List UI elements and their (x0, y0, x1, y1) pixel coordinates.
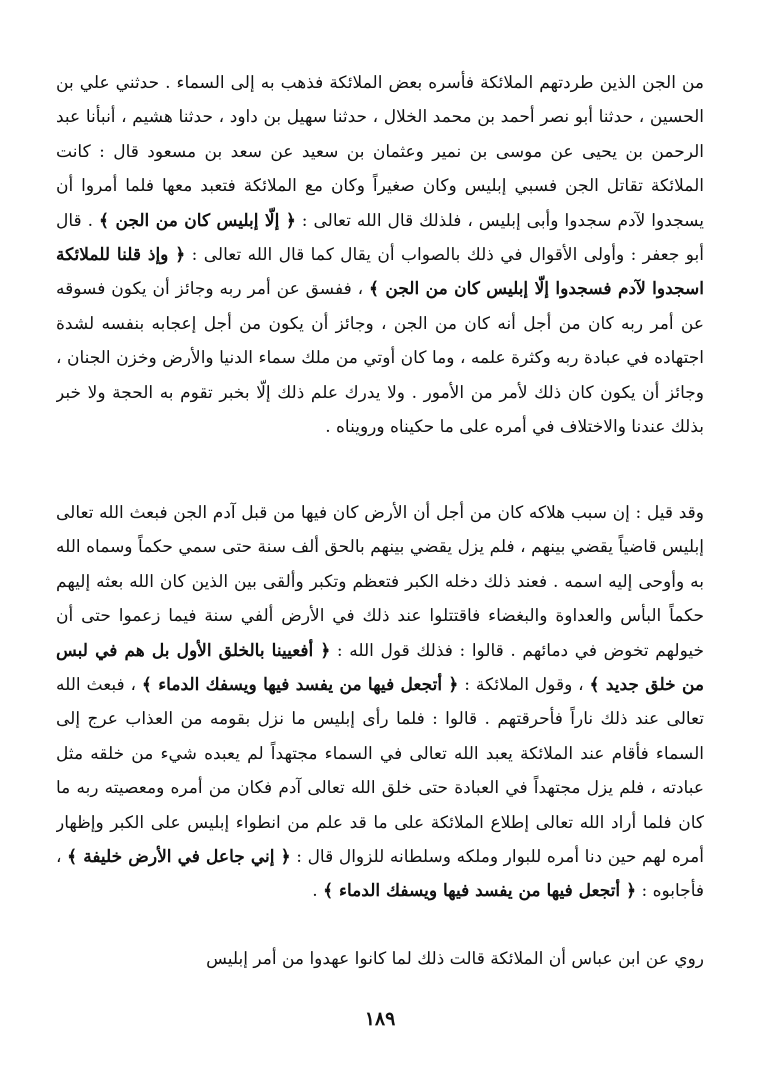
text-segment: ، فأجابوه : (56, 847, 704, 902)
text-segment: روي عن ابن عباس أن الملائكة قالت ذلك لما كانوا عهدوا من أمر إبليس (206, 949, 704, 969)
page-number: ١٨٩ (364, 1008, 396, 1030)
text-segment: وقد قيل : إن سبب هلاكه كان من أجل أن الأرض كان فيها من قبل آدم الجن فبعث الله تعالى إبليس قاضياً يقضي بينهم ، فلم يزل يقضي بينهم بالحق ألف سنة حتى سمي حكماً وسماه الله به وأوحى إليه اسمه . فعند ذلك دخله الكبر فتعظم وتكبر وألقى بين الذين كان الله بعثه إليهم حكماً البأس والعداوة والبغضاء فاقتتلوا عند ذلك في الأرض ألفي سنة فيما زعموا حتى أن خيولهم تخوض في دمائهم . قالوا : فذلك قول الله : (56, 503, 704, 661)
text-segment: ، وقول الملائكة : (458, 675, 590, 696)
quran-quote: ﴿ أتجعل فيها من يفسد فيها ويسفك الدماء ﴾ (141, 675, 459, 696)
paragraph-2 (56, 496, 704, 926)
quran-quote: ﴿ وإذ قلنا للملائكة اسجدوا لآدم فسجدوا إلّا إبليس كان من الجن ﴾ (56, 245, 704, 300)
paragraph-1 (56, 66, 704, 480)
quran-quote: ﴿ إني جاعل في الأرض خليفة ﴾ (67, 847, 291, 868)
quran-quote: ﴿ أفعيينا بالخلق الأول بل هم في لبس من خلق جديد ﴾ (56, 640, 704, 696)
quran-quote: ﴿ إلّا إبليس كان من الجن ﴾ (99, 210, 296, 231)
text-segment: . قال أبو جعفر : وأولى الأقوال في ذلك بالصواب أن يقال كما قال الله تعالى : (56, 210, 704, 266)
text-segment: من الجن الذين طردتهم الملائكة فأسره بعض الملائكة فذهب به إلى السماء . حدثني علي بن الحسين ، حدثنا أبو نصر أحمد بن محمد الخلال ، حدثنا سهيل بن داود ، حدثنا هشيم ، أنبأنا عبد الرحمن بن يحيى عن موسى بن نمير وعثمان بن سعيد عن سعد بن مسعود قال : كانت الملائكة تقاتل الجن فسبي إبليس وكان صغيراً وكان مع الملائكة فتعبد معها فلما أمروا أن يسجدوا لآدم سجدوا وأبى إبليس ، فلذلك قال الله تعالى : (56, 73, 704, 231)
quran-quote: ﴿ أتجعل فيها من يفسد فيها ويسفك الدماء ﴾ (323, 881, 637, 902)
text-segment: ، فبعث الله تعالى عند ذلك ناراً فأحرقتهم . قالوا : فلما رأى إبليس ما نزل بقومه من العذاب عرج إلى السماء فأقام عند الملائكة يعبد الله تعالى في السماء مجتهداً لم يعبده شيء من خلقه مثل عبادته ، فلم يزل مجتهداً في العبادة حتى خلق الله تعالى آدم فكان من أمره ومعصيته ربه ما كان فلما أراد الله تعالى إطلاع الملائكة على ما قد علم من انطواء إبليس على الكبر وإظهار أمره لهم حين دنا أمره للبوار وملكه وسلطانه للزوال قال : (56, 675, 704, 868)
paragraph-3 (56, 942, 704, 982)
text-segment: . (312, 881, 324, 902)
text-segment: ، ففسق عن أمر ربه وجائز أن يكون فسوقه عن أمر ربه كان من أجل أنه كان من الجن ، وجائز أن يكون من أجل إعجابه بنفسه لشدة اجتهاده في عبادة ربه وكثرة علمه ، وما كان أوتي من ملك سماء الدنيا والأرض وخزن الجنان ، وجائز أن يكون كان ذلك لأمر من الأمور . ولا يدرك علم ذلك إلّا بخبر تقوم به الحجة ولا خبر بذلك عندنا والاختلاف في أمره على ما حكيناه ورويناه . (56, 279, 704, 438)
